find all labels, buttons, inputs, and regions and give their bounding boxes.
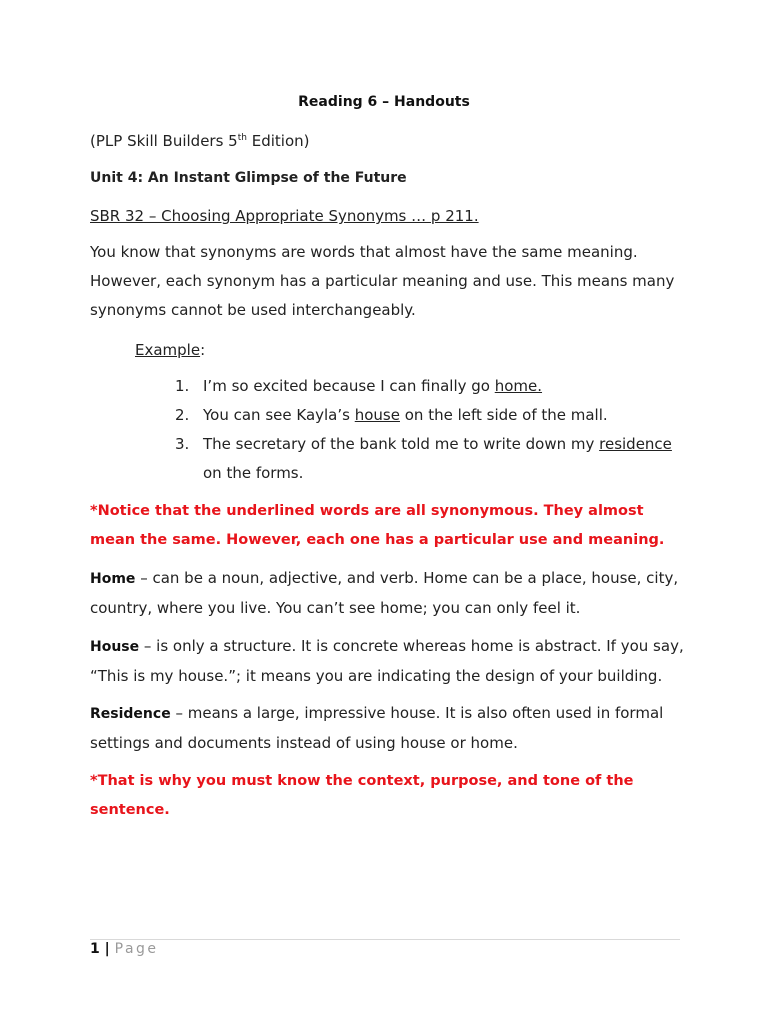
list-item-number: 3. <box>175 435 190 453</box>
list-item-text-after: on the left side of the mall. <box>399 406 608 424</box>
list-item-text <box>203 430 675 488</box>
example-list <box>175 372 675 488</box>
list-item-text-before: You can see Kayla’s <box>203 406 355 424</box>
definition-residence <box>90 699 690 758</box>
page-number: 1 <box>90 941 100 957</box>
list-item-text-before: The secretary of the bank told me to write down my <box>203 435 600 453</box>
subtitle-before: (PLP Skill Builders 5 <box>90 132 238 150</box>
closing-note: *That is why you must know the context, purpose, and tone of the sentence. <box>90 773 634 818</box>
underlined-word: house <box>354 406 400 424</box>
definition-home <box>90 564 690 623</box>
subtitle-superscript: th <box>237 133 247 143</box>
definition-text: – is only a structure. It is concrete whereas home is abstract. If you say, “This is my house.”; it means you are indicating the design of your building. <box>90 637 684 685</box>
notice-paragraph: *Notice that the underlined words are all synonymous. They almost mean the same. However, each one has a particular use and meaning. <box>90 503 665 548</box>
intro-paragraph: You know that synonyms are words that almost have the same meaning. However, each synonym has a particular meaning and use. This means many synonyms cannot be used interchangeably. <box>90 243 675 319</box>
underlined-word: home. <box>494 377 543 395</box>
list-item-text <box>203 372 542 401</box>
footer-divider <box>90 939 680 940</box>
underlined-word: residence <box>599 435 672 453</box>
definition-text: – means a large, impressive house. It is also often used in formal settings and documents instead of using house or home. <box>90 704 664 752</box>
list-item <box>175 401 675 430</box>
definition-text: – can be a noun, adjective, and verb. Home can be a place, house, city, country, where you live. You can’t see home; you can only feel it. <box>90 569 679 617</box>
unit-heading: Unit 4: An Instant Glimpse of the Future <box>90 170 407 186</box>
definition-house <box>90 632 690 691</box>
subtitle-after: Edition) <box>246 132 310 150</box>
footer-separator: | <box>99 941 115 957</box>
list-item-text-after: on the forms. <box>203 464 304 482</box>
edition-subtitle <box>90 124 690 156</box>
sbr-heading: SBR 32 – Choosing Appropriate Synonyms … p 211. <box>90 207 479 225</box>
list-item-number: 2. <box>175 406 190 424</box>
page-footer <box>90 941 159 957</box>
list-item-number: 1. <box>175 377 190 395</box>
definition-term: Residence <box>90 706 171 722</box>
example-label-colon: : <box>200 341 206 359</box>
document-title: Reading 6 – Handouts <box>298 94 470 110</box>
list-item-text-before: I’m so excited because I can finally go <box>203 377 495 395</box>
definition-term: House <box>90 639 140 655</box>
list-item-text <box>203 401 608 430</box>
example-label-text: Example <box>135 341 201 359</box>
example-label <box>135 336 335 365</box>
page-label: Page <box>114 941 159 957</box>
list-item <box>175 430 675 488</box>
definition-term: Home <box>90 571 136 587</box>
list-item <box>175 372 675 401</box>
